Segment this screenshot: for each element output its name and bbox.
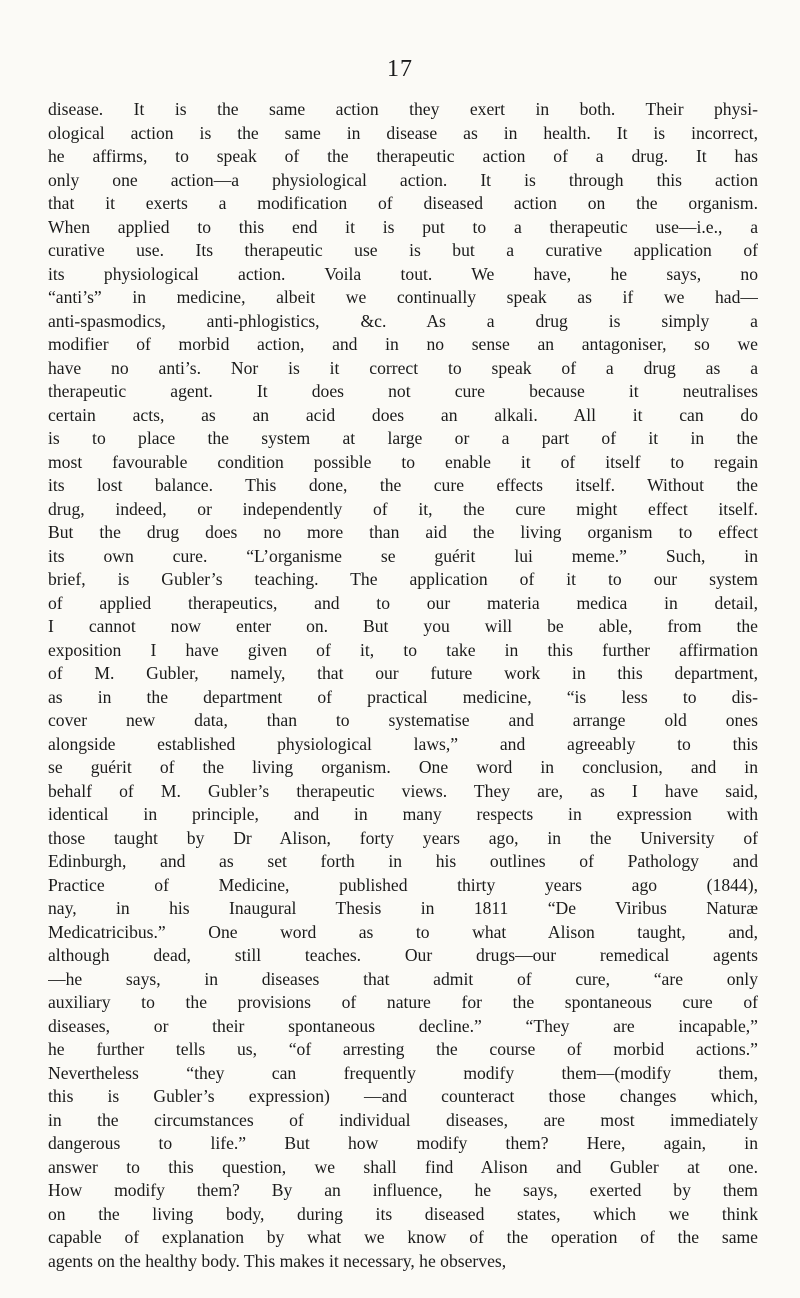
text-line: identical in principle, and in many respects in expression with xyxy=(48,804,758,824)
text-line: disease. It is the same action they exert in both. Their physi- xyxy=(48,99,758,119)
text-line: auxiliary to the provisions of nature for the spontaneous cure of xyxy=(48,992,758,1012)
text-line: he affirms, to speak of the therapeutic action of a drug. It has xyxy=(48,146,758,166)
text-line: only one action—a physiological action. It is through this action xyxy=(48,169,758,190)
page-number: 17 xyxy=(387,56,413,82)
body-text xyxy=(48,98,758,1273)
text-line: most favourable condition possible to enable it of itself to regain xyxy=(48,451,758,472)
text-line: in the circumstances of individual diseases, are most immediately xyxy=(48,1109,758,1130)
text-line: Nevertheless “they can frequently modify them—(modify them, xyxy=(48,1062,758,1083)
text-line: answer to this question, we shall find Alison and Gubler at one. xyxy=(48,1156,758,1177)
text-line: its own cure. “L’organisme se guérit lui meme.” Such, in xyxy=(48,545,758,566)
text-line: ological action is the same in disease as in health. It is incorrect, xyxy=(48,122,758,143)
text-line: of M. Gubler, namely, that our future work in this department, xyxy=(48,663,758,683)
text-line: But the drug does no more than aid the living organism to effect xyxy=(48,522,758,542)
text-line: he further tells us, “of arresting the course of morbid actions.” xyxy=(48,1039,758,1059)
text-line: exposition I have given of it, to take in this further affirmation xyxy=(48,639,758,660)
text-line: is to place the system at large or a part of it in the xyxy=(48,428,758,448)
text-line: its lost balance. This done, the cure effects itself. Without the xyxy=(48,475,758,495)
text-line: this is Gubler’s expression) —and counteract those changes which, xyxy=(48,1086,758,1106)
text-line: When applied to this end it is put to a therapeutic use—i.e., a xyxy=(48,216,758,237)
text-line: on the living body, during its diseased states, which we think xyxy=(48,1203,758,1224)
text-line: behalf of M. Gubler’s therapeutic views. They are, as I have said, xyxy=(48,780,758,801)
text-line: nay, in his Inaugural Thesis in 1811 “De Viribus Naturæ xyxy=(48,898,758,918)
text-line: diseases, or their spontaneous decline.” “They are incapable,” xyxy=(48,1015,758,1036)
text-line: Edinburgh, and as set forth in his outlines of Pathology and xyxy=(48,851,758,871)
text-line: “anti’s” in medicine, albeit we continually speak as if we had— xyxy=(48,287,758,307)
text-line: dangerous to life.” But how modify them? Here, again, in xyxy=(48,1133,758,1153)
text-line: brief, is Gubler’s teaching. The application of it to our system xyxy=(48,569,758,589)
text-line: Medicatricibus.” One word as to what Alison taught, and, xyxy=(48,921,758,942)
text-line: those taught by Dr Alison, forty years ago, in the University of xyxy=(48,827,758,848)
text-line: cover new data, than to systematise and arrange old ones xyxy=(48,710,758,730)
text-line: drug, indeed, or independently of it, the cure might effect itself. xyxy=(48,498,758,519)
text-line: agents on the healthy body. This makes it necessary, he observes, xyxy=(48,1250,507,1271)
text-line: How modify them? By an influence, he says, exerted by them xyxy=(48,1180,758,1200)
text-line: curative use. Its therapeutic use is but a curative application of xyxy=(48,240,758,260)
text-line: modifier of morbid action, and in no sense an antagoniser, so we xyxy=(48,334,758,354)
text-line: as in the department of practical medicine, “is less to dis- xyxy=(48,686,758,707)
text-line: I cannot now enter on. But you will be able, from the xyxy=(48,616,758,636)
text-line: therapeutic agent. It does not cure because it neutralises xyxy=(48,381,758,401)
text-line: anti-spasmodics, anti-phlogistics, &c. As a drug is simply a xyxy=(48,310,758,331)
text-line: —he says, in diseases that admit of cure, “are only xyxy=(48,968,758,989)
text-line: although dead, still teaches. Our drugs—our remedical agents xyxy=(48,945,758,965)
text-line: that it exerts a modification of diseased action on the organism. xyxy=(48,193,758,213)
text-line: alongside established physiological laws,” and agreeably to this xyxy=(48,733,758,754)
text-line: its physiological action. Voila tout. We have, he says, no xyxy=(48,263,758,284)
text-line: capable of explanation by what we know of the operation of the same xyxy=(48,1227,758,1247)
text-line: se guérit of the living organism. One word in conclusion, and in xyxy=(48,757,758,777)
text-line: of applied therapeutics, and to our materia medica in detail, xyxy=(48,592,758,613)
text-line: have no anti’s. Nor is it correct to speak of a drug as a xyxy=(48,357,758,378)
text-line: Practice of Medicine, published thirty years ago (1844), xyxy=(48,874,758,895)
text-line: certain acts, as an acid does an alkali. All it can do xyxy=(48,404,758,425)
